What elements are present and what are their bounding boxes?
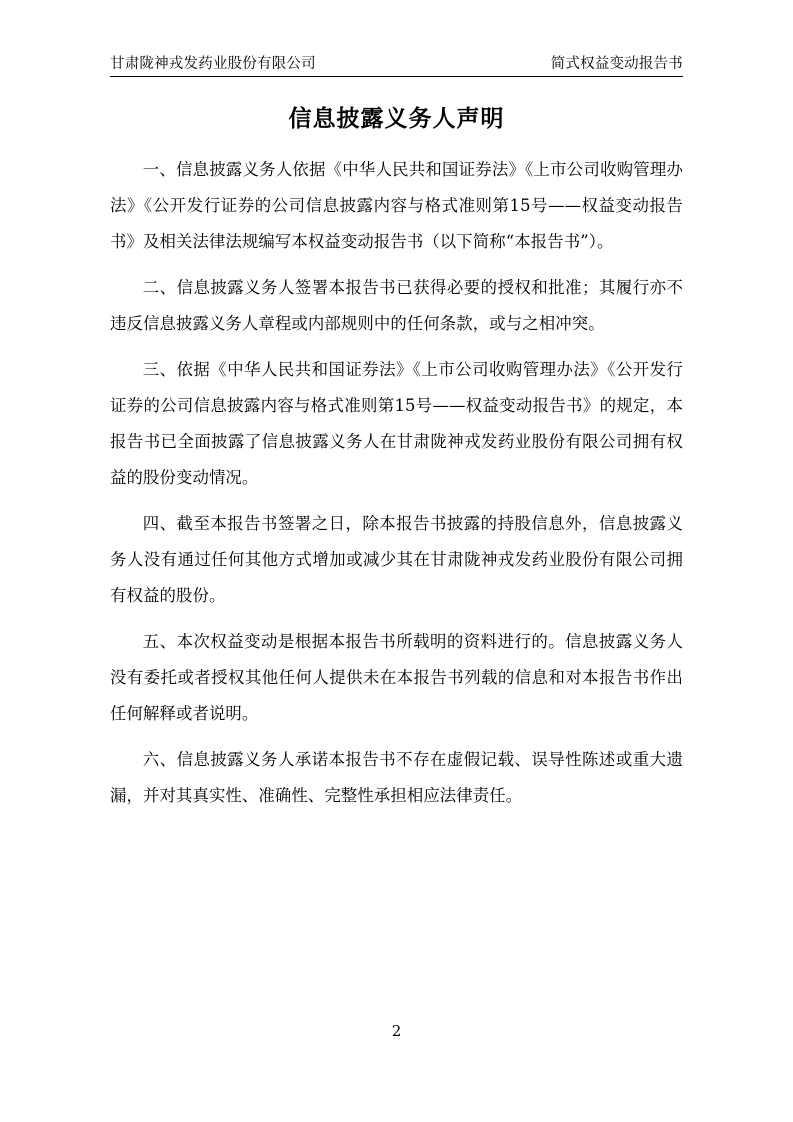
paragraph: 四、截至本报告书签署之日，除本报告书披露的持股信息外，信息披露义务人没有通过任何其他方式增加或减少其在甘肃陇神戎发药业股份有限公司拥有权益的股份。	[110, 514, 683, 605]
page-title: 信息披露义务人声明	[288, 105, 505, 132]
paragraph: 五、本次权益变动是根据本报告书所载明的资料进行的。信息披露义务人没有委托或者授权其他任何人提供未在本报告书列载的信息和对本报告书作出任何解释或者说明。	[110, 632, 683, 723]
header-company-name: 甘肃陇神戎发药业股份有限公司	[110, 56, 316, 72]
page-number: 2	[391, 1022, 402, 1040]
paragraph: 二、信息披露义务人签署本报告书已获得必要的授权和批准；其履行亦不违反信息披露义务人章程或内部规则中的任何条款，或与之相冲突。	[110, 278, 683, 333]
paragraph: 三、依据《中华人民共和国证券法》《上市公司收购管理办法》《公开发行证券的公司信息披露内容与格式准则第15号——权益变动报告书》的规定，本报告书已全面披露了信息披露义务人在甘肃陇神戎发药业股份有限公司拥有权益的股份变动情况。	[110, 360, 683, 487]
document-body	[110, 152, 683, 824]
header-document-type: 简式权益变动报告书	[550, 56, 683, 72]
page-header	[110, 52, 683, 73]
paragraph: 一、信息披露义务人依据《中华人民共和国证券法》《上市公司收购管理办法》《公开发行证券的公司信息披露内容与格式准则第15号——权益变动报告书》及相关法律法规编写本权益变动报告书（以下简称“本报告书”）。	[110, 160, 683, 251]
header-divider	[110, 76, 683, 77]
paragraph: 六、信息披露义务人承诺本报告书不存在虚假记载、误导性陈述或重大遗漏，并对其真实性、准确性、完整性承担相应法律责任。	[110, 750, 683, 805]
